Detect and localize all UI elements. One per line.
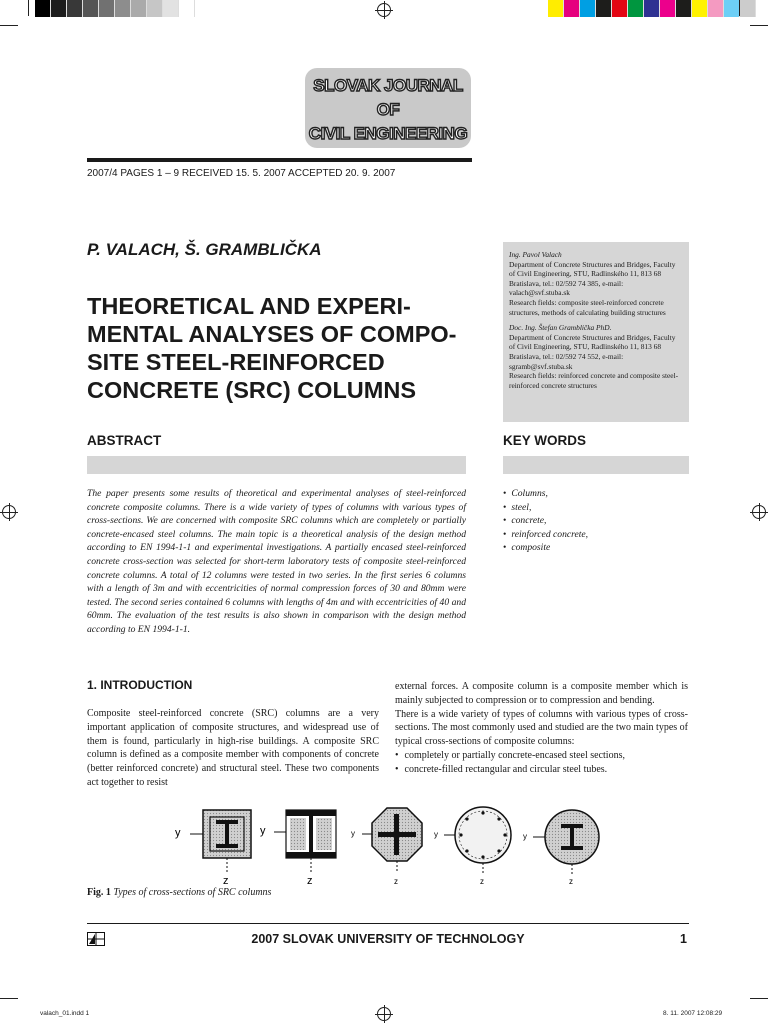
axis-y-label: y: [523, 832, 527, 841]
color-swatch: [596, 0, 612, 17]
keyword: • steel,: [503, 501, 588, 515]
logo-line: OF: [376, 100, 400, 119]
author-info-box: [503, 242, 689, 422]
color-swatch: [628, 0, 644, 17]
registration-mark-icon: [377, 1007, 391, 1021]
keyword: • concrete,: [503, 514, 588, 528]
color-swatch: [612, 0, 628, 17]
crop-mark: [28, 0, 29, 16]
color-swatch: [35, 0, 51, 17]
color-swatch: [99, 0, 115, 17]
color-swatch: [51, 0, 67, 17]
title-line: CONCRETE (SRC) COLUMNS: [87, 377, 416, 403]
author-2-research: Research fields: reinforced concrete and composite steel-reinforced concrete structures: [509, 371, 679, 390]
header-rule: [87, 158, 472, 162]
keyword: • reinforced concrete,: [503, 528, 588, 542]
axis-z-label: z: [394, 877, 398, 886]
section-partially-encased: [260, 810, 336, 886]
color-swatch: [740, 0, 756, 17]
color-calibration-bar: [548, 0, 756, 17]
color-swatch: [163, 0, 179, 17]
registration-mark-icon: [752, 505, 766, 519]
introduction-left-column: [87, 707, 379, 790]
axis-y-label: y: [175, 827, 181, 839]
crop-mark: [750, 25, 768, 26]
abstract-heading: ABSTRACT: [87, 433, 162, 448]
cross-sections-figure: [170, 800, 610, 886]
color-swatch: [724, 0, 740, 17]
gray-calibration-bar: [35, 0, 195, 17]
cross-section-list: [395, 749, 688, 777]
paragraph: There is a wide variety of types of columns with various types of cross-sections. The most commonly used and studied are the two main types of typical cross-sections of composite columns:: [395, 708, 688, 748]
axis-y-label: y: [434, 830, 438, 839]
file-slug: valach_01.indd 1: [40, 1010, 90, 1017]
figure-caption: [87, 887, 271, 898]
color-swatch: [548, 0, 564, 17]
keywords-list: [503, 487, 588, 555]
crop-mark: [0, 998, 18, 999]
keyword: • composite: [503, 541, 588, 555]
crop-mark: [0, 25, 18, 26]
crop-mark: [750, 998, 768, 999]
color-swatch: [580, 0, 596, 17]
color-swatch: [676, 0, 692, 17]
color-swatch: [564, 0, 580, 17]
keywords-band: [503, 456, 689, 474]
introduction-heading: 1. INTRODUCTION: [87, 678, 193, 692]
color-swatch: [83, 0, 99, 17]
article-authors: P. VALACH, Š. GRAMBLIČKA: [87, 240, 322, 259]
axis-y-label: y: [351, 829, 355, 838]
section-encased-i: [175, 810, 251, 886]
author-1-research: Research fields: composite steel-reinforced concrete structures, methods of calculating building structures: [509, 297, 666, 317]
list-item: • completely or partially concrete-encased steel sections,: [395, 749, 688, 763]
color-swatch: [131, 0, 147, 17]
keywords-heading: KEY WORDS: [503, 433, 587, 448]
author-1-affiliation: Department of Concrete Structures and Bridges, Faculty of Civil Engineering, STU, Radlinského 11, 813 68 Bratislava, tel.: 02/592 74 385, e-mail: valach@svf.stuba.sk: [509, 259, 676, 298]
axis-z-label: z: [569, 877, 573, 886]
color-swatch: [179, 0, 195, 17]
page-number: 1: [680, 932, 687, 946]
color-swatch: [67, 0, 83, 17]
color-swatch: [660, 0, 676, 17]
color-swatch: [115, 0, 131, 17]
abstract-band: [87, 456, 466, 474]
registration-mark-icon: [2, 505, 16, 519]
paragraph: external forces. A composite column is a composite member which is mainly subjected to compression or to compression and bending.: [395, 681, 688, 706]
axis-z-label: z: [307, 875, 313, 886]
publication-meta: 2007/4 PAGES 1 – 9 RECEIVED 15. 5. 2007 ACCEPTED 20. 9. 2007: [87, 168, 396, 179]
footer-rule: [87, 923, 689, 924]
color-swatch: [147, 0, 163, 17]
registration-mark-icon: [377, 3, 391, 17]
color-swatch: [692, 0, 708, 17]
introduction-right-column: [395, 680, 688, 777]
paragraph: Composite steel-reinforced concrete (SRC) columns are a very important application of composite structures, and widespread use of them is found, particularly in high-rise buildings. A composite SRC column is defined as a composite member with components of concrete (better reinforced concrete) and structural steel. These two components act together to resist: [87, 708, 379, 788]
crop-mark: [739, 0, 740, 16]
print-timestamp: 8. 11. 2007 12:08:29: [663, 1010, 723, 1017]
keyword: • Columns,: [503, 487, 588, 501]
journal-logo: [305, 68, 471, 148]
abstract-text: The paper presents some results of theoretical and experimental analyses of steel-reinforced concrete composite columns. There is a wide variety of types of columns with various types of cross-sections. We are concerned with composite SRC columns which are completely or partially concrete-encased steel columns. The main topic is a theoretical analysis of the design method according to EN 1994-1-1 and experimental investigations. A partially encased steel-reinforced concrete cross-section was selected for short-term laboratory tests of composite steel-reinforced concrete columns. A total of 12 columns were tested in two series. In the first series 6 columns with a length of 3m and with eccentricities of normal compression forces of 30 and 80mm were tested. The second series contained 6 columns with lengths of 4m and with eccentricities of 40 and 60mm. The evaluation of the test results is also shown in comparison with the design method according to EN 1994-1-1.: [87, 488, 466, 635]
section-circular-encased-i: [523, 810, 599, 886]
axis-z-label: z: [223, 875, 229, 886]
axis-y-label: y: [260, 825, 266, 837]
article-title: [87, 292, 482, 404]
section-filled-circular: [434, 807, 511, 886]
title-line: MENTAL ANALYSES OF COMPO-: [87, 321, 457, 347]
caption-text: Types of cross-sections of SRC columns: [113, 887, 272, 898]
author-1-name: Ing. Pavol Valach: [509, 250, 562, 259]
author-2-name: Doc. Ing. Štefan Gramblička PhD.: [509, 323, 612, 333]
color-swatch: [644, 0, 660, 17]
title-line: SITE STEEL-REINFORCED: [87, 349, 385, 375]
logo-line: CIVIL ENGINEERING: [308, 124, 468, 143]
section-octagon-cross: [351, 808, 422, 886]
logo-line: SLOVAK JOURNAL: [313, 76, 463, 95]
caption-label: Fig. 1: [87, 887, 111, 898]
author-2-affiliation: Department of Concrete Structures and Bridges, Faculty of Civil Engineering, STU, Radlinského 11, 813 68 Bratislava, tel.: 02/592 74 552, e-mail: sgramb@svf.stuba.sk: [509, 332, 676, 371]
axis-z-label: z: [480, 877, 484, 886]
color-swatch: [708, 0, 724, 17]
footer-text: 2007 SLOVAK UNIVERSITY OF TECHNOLOGY: [251, 932, 525, 946]
list-item: • concrete-filled rectangular and circular steel tubes.: [395, 763, 688, 777]
title-line: THEORETICAL AND EXPERI-: [87, 293, 411, 319]
